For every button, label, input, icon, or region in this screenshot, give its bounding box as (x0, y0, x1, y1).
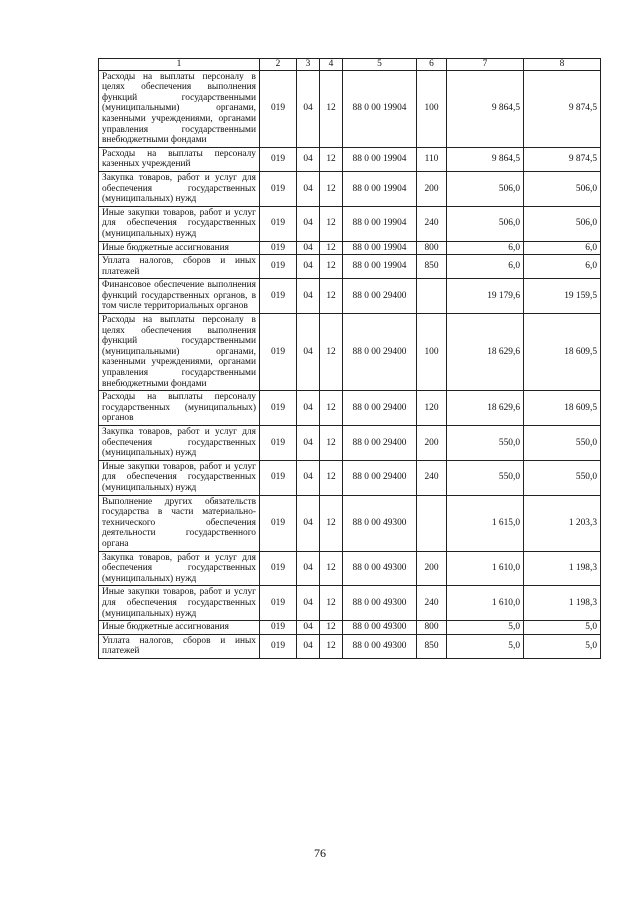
cell-subsection: 12 (320, 586, 343, 621)
cell-amount-year-1: 18 629,6 (447, 391, 524, 426)
table-row (99, 241, 601, 255)
cell-target-article: 88 0 00 19904 (343, 147, 417, 171)
cell-expense-type: 100 (417, 70, 447, 147)
page-number: 76 (314, 846, 326, 860)
cell-target-article: 88 0 00 49300 (343, 586, 417, 621)
cell-amount-year-1: 6,0 (447, 241, 524, 255)
table-header-row (99, 59, 601, 71)
table-row (99, 314, 601, 391)
table-row (99, 426, 601, 461)
cell-amount-year-1: 1 615,0 (447, 495, 524, 551)
cell-expense-type: 850 (417, 634, 447, 658)
cell-section: 04 (297, 621, 320, 635)
cell-amount-year-2: 6,0 (524, 241, 601, 255)
table-row (99, 621, 601, 635)
cell-target-article: 88 0 00 29400 (343, 391, 417, 426)
header-col-4: 4 (320, 59, 343, 71)
cell-subsection: 12 (320, 621, 343, 635)
header-col-6: 6 (417, 59, 447, 71)
cell-amount-year-1: 5,0 (447, 621, 524, 635)
cell-name: Уплата налогов, сборов и иных платежей (99, 255, 260, 279)
cell-name: Расходы на выплаты персоналу в целях обеспечения выполнения функций государственными (муниципальными) органами, казенными учреждениями, органами управления государственными внебюджетными фондами (99, 314, 260, 391)
table-row (99, 495, 601, 551)
cell-subsection: 12 (320, 241, 343, 255)
cell-name: Иные закупки товаров, работ и услуг для обеспечения государственных (муниципальных) нужд (99, 586, 260, 621)
header-col-8: 8 (524, 59, 601, 71)
table-row (99, 279, 601, 314)
cell-amount-year-2: 550,0 (524, 460, 601, 495)
cell-expense-type: 800 (417, 241, 447, 255)
cell-grbs: 019 (260, 621, 297, 635)
cell-subsection: 12 (320, 391, 343, 426)
cell-subsection: 12 (320, 495, 343, 551)
table-row (99, 70, 601, 147)
cell-amount-year-2: 5,0 (524, 621, 601, 635)
cell-subsection: 12 (320, 147, 343, 171)
table-row (99, 551, 601, 586)
cell-section: 04 (297, 426, 320, 461)
cell-section: 04 (297, 241, 320, 255)
cell-amount-year-1: 6,0 (447, 255, 524, 279)
cell-section: 04 (297, 206, 320, 241)
cell-subsection: 12 (320, 426, 343, 461)
cell-section: 04 (297, 586, 320, 621)
header-col-1: 1 (99, 59, 260, 71)
cell-expense-type (417, 495, 447, 551)
cell-amount-year-1: 1 610,0 (447, 586, 524, 621)
table-body (99, 70, 601, 658)
cell-grbs: 019 (260, 551, 297, 586)
cell-name: Расходы на выплаты персоналу казенных учреждений (99, 147, 260, 171)
cell-section: 04 (297, 314, 320, 391)
cell-target-article: 88 0 00 19904 (343, 171, 417, 206)
cell-amount-year-1: 1 610,0 (447, 551, 524, 586)
cell-target-article: 88 0 00 29400 (343, 460, 417, 495)
cell-target-article: 88 0 00 49300 (343, 551, 417, 586)
cell-name: Расходы на выплаты персоналу государственных (муниципальных) органов (99, 391, 260, 426)
header-col-7: 7 (447, 59, 524, 71)
cell-amount-year-2: 550,0 (524, 426, 601, 461)
cell-amount-year-2: 506,0 (524, 206, 601, 241)
header-col-2: 2 (260, 59, 297, 71)
cell-expense-type: 800 (417, 621, 447, 635)
cell-amount-year-2: 5,0 (524, 634, 601, 658)
cell-subsection: 12 (320, 314, 343, 391)
cell-section: 04 (297, 147, 320, 171)
cell-grbs: 019 (260, 586, 297, 621)
cell-amount-year-2: 18 609,5 (524, 391, 601, 426)
table-row (99, 586, 601, 621)
cell-amount-year-1: 550,0 (447, 460, 524, 495)
cell-section: 04 (297, 460, 320, 495)
cell-grbs: 019 (260, 460, 297, 495)
cell-grbs: 019 (260, 391, 297, 426)
cell-amount-year-1: 18 629,6 (447, 314, 524, 391)
cell-amount-year-1: 5,0 (447, 634, 524, 658)
cell-subsection: 12 (320, 171, 343, 206)
cell-amount-year-1: 9 864,5 (447, 147, 524, 171)
cell-subsection: 12 (320, 255, 343, 279)
cell-target-article: 88 0 00 29400 (343, 314, 417, 391)
cell-amount-year-1: 9 864,5 (447, 70, 524, 147)
cell-target-article: 88 0 00 49300 (343, 634, 417, 658)
cell-grbs: 019 (260, 206, 297, 241)
cell-amount-year-2: 19 159,5 (524, 279, 601, 314)
table-row (99, 206, 601, 241)
cell-expense-type: 200 (417, 171, 447, 206)
cell-name: Иные бюджетные ассигнования (99, 621, 260, 635)
cell-grbs: 019 (260, 241, 297, 255)
cell-target-article: 88 0 00 19904 (343, 241, 417, 255)
cell-subsection: 12 (320, 460, 343, 495)
table-row (99, 460, 601, 495)
cell-expense-type: 200 (417, 426, 447, 461)
cell-expense-type: 240 (417, 206, 447, 241)
cell-grbs: 019 (260, 147, 297, 171)
cell-subsection: 12 (320, 70, 343, 147)
cell-grbs: 019 (260, 426, 297, 461)
cell-amount-year-2: 1 203,3 (524, 495, 601, 551)
header-col-3: 3 (297, 59, 320, 71)
cell-amount-year-1: 506,0 (447, 206, 524, 241)
cell-subsection: 12 (320, 279, 343, 314)
cell-amount-year-2: 18 609,5 (524, 314, 601, 391)
table-row (99, 391, 601, 426)
cell-grbs: 019 (260, 495, 297, 551)
cell-grbs: 019 (260, 279, 297, 314)
cell-target-article: 88 0 00 19904 (343, 206, 417, 241)
cell-section: 04 (297, 495, 320, 551)
cell-amount-year-1: 19 179,6 (447, 279, 524, 314)
cell-target-article: 88 0 00 19904 (343, 255, 417, 279)
cell-amount-year-2: 506,0 (524, 171, 601, 206)
cell-amount-year-1: 506,0 (447, 171, 524, 206)
header-col-5: 5 (343, 59, 417, 71)
table-row (99, 255, 601, 279)
table-row (99, 171, 601, 206)
cell-name: Финансовое обеспечение выполнения функций государственных органов, в том числе территориальных органов (99, 279, 260, 314)
cell-amount-year-1: 550,0 (447, 426, 524, 461)
table-row (99, 634, 601, 658)
cell-name: Расходы на выплаты персоналу в целях обеспечения выполнения функций государственными (муниципальными) органами, казенными учреждениями, органами управления государственными внебюджетными фондами (99, 70, 260, 147)
cell-section: 04 (297, 171, 320, 206)
cell-grbs: 019 (260, 171, 297, 206)
cell-grbs: 019 (260, 314, 297, 391)
budget-table (98, 58, 601, 659)
cell-subsection: 12 (320, 634, 343, 658)
cell-amount-year-2: 1 198,3 (524, 586, 601, 621)
cell-expense-type (417, 279, 447, 314)
table-row (99, 147, 601, 171)
cell-grbs: 019 (260, 634, 297, 658)
cell-expense-type: 240 (417, 586, 447, 621)
cell-target-article: 88 0 00 29400 (343, 279, 417, 314)
cell-expense-type: 120 (417, 391, 447, 426)
cell-name: Иные закупки товаров, работ и услуг для обеспечения государственных (муниципальных) нужд (99, 460, 260, 495)
cell-name: Закупка товаров, работ и услуг для обеспечения государственных (муниципальных) нужд (99, 426, 260, 461)
cell-target-article: 88 0 00 29400 (343, 426, 417, 461)
cell-target-article: 88 0 00 19904 (343, 70, 417, 147)
cell-section: 04 (297, 255, 320, 279)
cell-amount-year-2: 1 198,3 (524, 551, 601, 586)
cell-subsection: 12 (320, 206, 343, 241)
cell-name: Закупка товаров, работ и услуг для обеспечения государственных (муниципальных) нужд (99, 551, 260, 586)
cell-subsection: 12 (320, 551, 343, 586)
cell-section: 04 (297, 279, 320, 314)
cell-name: Выполнение других обязательств государства в части материально-технического обеспечения деятельности государственного органа (99, 495, 260, 551)
cell-section: 04 (297, 70, 320, 147)
cell-section: 04 (297, 391, 320, 426)
cell-expense-type: 200 (417, 551, 447, 586)
cell-amount-year-2: 6,0 (524, 255, 601, 279)
cell-grbs: 019 (260, 255, 297, 279)
cell-expense-type: 100 (417, 314, 447, 391)
cell-amount-year-2: 9 874,5 (524, 147, 601, 171)
cell-section: 04 (297, 551, 320, 586)
cell-name: Иные закупки товаров, работ и услуг для обеспечения государственных (муниципальных) нужд (99, 206, 260, 241)
cell-name: Закупка товаров, работ и услуг для обеспечения государственных (муниципальных) нужд (99, 171, 260, 206)
cell-section: 04 (297, 634, 320, 658)
cell-name: Уплата налогов, сборов и иных платежей (99, 634, 260, 658)
cell-expense-type: 850 (417, 255, 447, 279)
cell-expense-type: 110 (417, 147, 447, 171)
cell-grbs: 019 (260, 70, 297, 147)
cell-target-article: 88 0 00 49300 (343, 621, 417, 635)
cell-expense-type: 240 (417, 460, 447, 495)
cell-name: Иные бюджетные ассигнования (99, 241, 260, 255)
cell-target-article: 88 0 00 49300 (343, 495, 417, 551)
cell-amount-year-2: 9 874,5 (524, 70, 601, 147)
